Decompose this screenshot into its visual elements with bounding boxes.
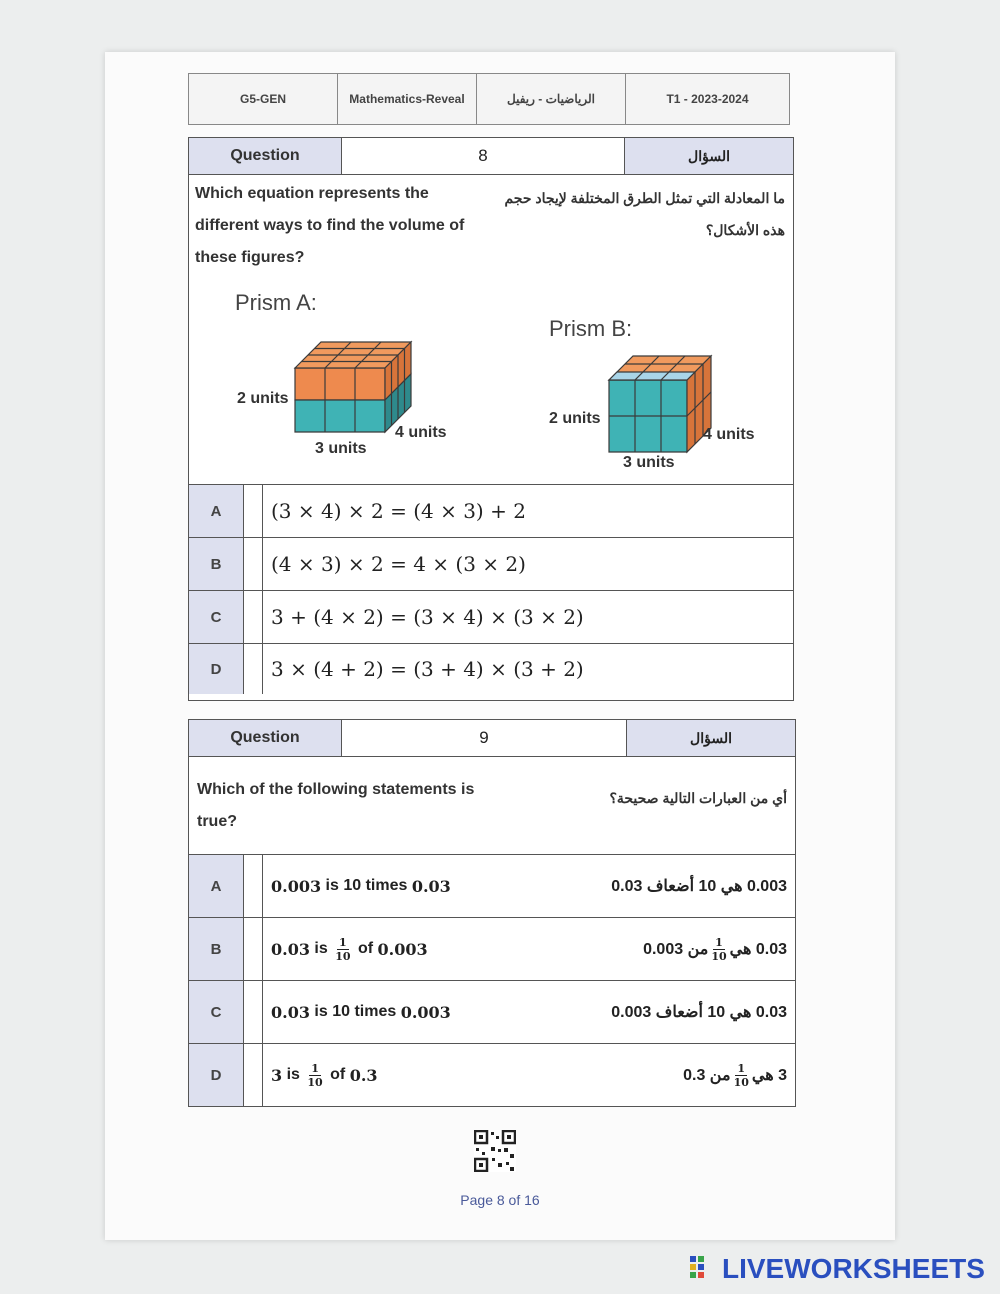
ar-part: من 0.003 xyxy=(643,941,709,958)
question-8-options xyxy=(189,484,793,694)
prism-b-depth-label: 4 units xyxy=(703,426,755,443)
subject-en-cell: Mathematics-Reveal xyxy=(338,74,477,124)
prism-a-title: Prism A: xyxy=(235,290,317,315)
value: 0.03 xyxy=(411,876,451,896)
fraction xyxy=(307,1062,322,1089)
option-b[interactable] xyxy=(189,917,795,980)
option-letter: D xyxy=(189,644,244,694)
option-d[interactable] xyxy=(189,1043,795,1106)
option-c[interactable] xyxy=(189,590,793,643)
question-number: 9 xyxy=(479,728,489,747)
option-text-en xyxy=(263,1044,529,1106)
value: 0.3 xyxy=(349,1065,378,1085)
phrase: is xyxy=(282,1066,305,1083)
question-9-header xyxy=(189,720,795,757)
prism-b-width-label: 3 units xyxy=(623,454,675,471)
question-9-box xyxy=(188,719,796,1107)
ar-part: من 0.3 xyxy=(683,1067,731,1084)
page-number: Page 8 of 16 xyxy=(460,1192,540,1208)
subject-ar-cell: الرياضيات - ريفيل xyxy=(477,74,626,124)
option-text-en xyxy=(263,981,529,1043)
option-c[interactable] xyxy=(189,980,795,1043)
prism-a-depth-label: 4 units xyxy=(395,424,447,441)
brand-name: LIVEWORKSHEETS xyxy=(722,1253,985,1284)
option-letter: A xyxy=(189,485,244,537)
option-text-en xyxy=(263,918,529,980)
fraction-numerator: 1 xyxy=(737,1061,746,1075)
question-9-options xyxy=(189,854,795,1106)
value: 0.003 xyxy=(400,1002,451,1022)
qr-code-icon xyxy=(474,1130,516,1172)
phrase: is xyxy=(309,940,333,957)
grade-cell: G5-GEN xyxy=(189,74,338,124)
question-9-text-en: Which of the following statements is true? xyxy=(197,781,475,830)
question-8-box xyxy=(188,137,794,701)
question-label-ar: السؤال xyxy=(626,720,795,756)
question-label-ar: السؤال xyxy=(624,138,793,174)
value: 0.03 xyxy=(271,939,310,959)
question-8-text-en: Which equation represents the different ways to find the volume of these figures? xyxy=(195,185,465,266)
fraction-numerator: 1 xyxy=(339,935,347,949)
option-text: 3 + (4 × 2) = (3 × 4) × (3 × 2) xyxy=(271,605,584,629)
option-text-ar: 0.03 هي 10 أضعاف 0.003 xyxy=(611,1004,787,1021)
phrase: is 10 times xyxy=(309,1003,401,1020)
phrase: of xyxy=(353,940,378,957)
option-text: 3 × (4 + 2) = (3 + 4) × (3 + 2) xyxy=(271,657,584,681)
fraction xyxy=(711,936,726,963)
value: 3 xyxy=(271,1065,283,1085)
option-b[interactable] xyxy=(189,537,793,590)
option-text-ar: 0.003 هي 10 أضعاف 0.03 xyxy=(611,878,787,895)
question-label: Question xyxy=(189,720,342,756)
value: 0.003 xyxy=(271,876,322,896)
option-a[interactable] xyxy=(189,484,793,537)
option-text-ar xyxy=(529,1044,795,1106)
value: 0.03 xyxy=(271,1002,310,1022)
prism-b-figure xyxy=(607,348,727,468)
ar-part: 0.03 هي xyxy=(729,941,787,958)
question-8-header xyxy=(189,138,793,175)
logo-mark-icon xyxy=(690,1256,720,1282)
question-number: 8 xyxy=(478,146,488,165)
document-header xyxy=(188,73,790,125)
fraction-numerator: 1 xyxy=(311,1061,319,1075)
ar-part: 3 هي xyxy=(751,1067,787,1084)
fraction xyxy=(734,1062,749,1089)
fraction xyxy=(335,936,350,963)
question-label: Question xyxy=(189,138,342,174)
option-letter: C xyxy=(189,591,244,643)
option-d[interactable] xyxy=(189,643,793,694)
fraction-denominator: 10 xyxy=(733,1075,749,1089)
prism-a-width-label: 3 units xyxy=(315,440,367,457)
question-9-text-ar: أي من العبارات التالية صحيحة؟ xyxy=(609,790,787,806)
option-letter: B xyxy=(189,538,244,590)
option-text-en xyxy=(263,855,529,917)
option-text: (3 × 4) × 2 = (4 × 3) + 2 xyxy=(271,499,526,523)
option-letter: A xyxy=(189,855,244,917)
phrase: of xyxy=(325,1066,350,1083)
fraction-denominator: 10 xyxy=(335,949,351,963)
option-letter: B xyxy=(189,918,244,980)
prism-b-height-label: 2 units xyxy=(549,410,601,427)
prism-b-title: Prism B: xyxy=(549,316,633,341)
option-text-ar xyxy=(529,918,795,980)
value: 0.003 xyxy=(377,939,428,959)
liveworksheets-logo xyxy=(690,1253,985,1285)
option-letter: D xyxy=(189,1044,244,1106)
fraction-denominator: 10 xyxy=(711,949,727,963)
option-text: (4 × 3) × 2 = 4 × (3 × 2) xyxy=(271,552,526,576)
phrase: is 10 times xyxy=(321,877,412,894)
term-cell: T1 - 2023-2024 xyxy=(666,92,749,106)
question-8-text-ar: ما المعادلة التي تمثل الطرق المختلفة لإيجاد حجم هذه الأشكال؟ xyxy=(504,190,785,238)
option-letter: C xyxy=(189,981,244,1043)
fraction-denominator: 10 xyxy=(307,1075,323,1089)
fraction-numerator: 1 xyxy=(715,935,723,949)
option-a[interactable] xyxy=(189,854,795,917)
prism-a-height-label: 2 units xyxy=(237,390,289,407)
